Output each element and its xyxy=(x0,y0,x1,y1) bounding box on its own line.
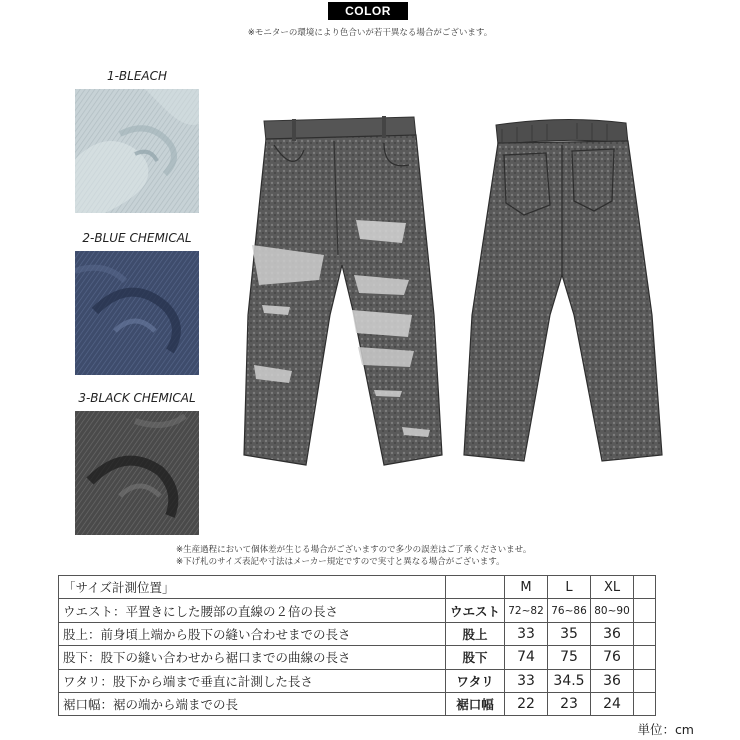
row-value-l: 23 xyxy=(548,692,591,715)
size-header-l: L xyxy=(548,576,591,599)
row-value-m: 33 xyxy=(505,669,548,692)
monitor-note: ※モニターの環境により色合いが若干異なる場合がございます。 xyxy=(247,28,493,38)
row-desc: ウエスト：平置きにした腰部の直線の２倍の長さ xyxy=(59,599,446,622)
row-value-m: 22 xyxy=(505,692,548,715)
size-header-xl: XL xyxy=(591,576,634,599)
table-row xyxy=(59,599,656,622)
table-row xyxy=(59,622,656,645)
row-value-m: 74 xyxy=(505,646,548,669)
color-badge: COLOR xyxy=(328,2,408,20)
size-table-part-header xyxy=(446,576,505,599)
row-part: ワタリ xyxy=(446,669,505,692)
row-value-xl: 36 xyxy=(591,669,634,692)
row-value-m: 33 xyxy=(505,622,548,645)
row-blank xyxy=(634,599,656,622)
size-table-blank-cell xyxy=(634,576,656,599)
swatch-blue-chemical[interactable] xyxy=(75,251,199,375)
row-value-l: 75 xyxy=(548,646,591,669)
row-desc: ワタリ：股下から端まで垂直に計測した長さ xyxy=(59,669,446,692)
production-note-2: ※下げ札のサイズ表記や寸法はメーカー規定ですので実寸と異なる場合がございます。 xyxy=(176,557,505,567)
jeans-front-image xyxy=(234,115,449,475)
row-part: 股下 xyxy=(446,646,505,669)
table-row xyxy=(59,669,656,692)
table-row xyxy=(59,692,656,715)
row-value-xl: 80~90 xyxy=(591,599,634,622)
row-value-xl: 76 xyxy=(591,646,634,669)
swatch-black-chemical[interactable] xyxy=(75,411,199,535)
row-part: 裾口幅 xyxy=(446,692,505,715)
size-table-header-row xyxy=(59,576,656,599)
row-part: 股上 xyxy=(446,622,505,645)
size-table-title: 「サイズ計測位置」 xyxy=(59,576,446,599)
swatch-label-black-chemical: 3-BLACK CHEMICAL xyxy=(78,391,196,405)
row-value-m: 72~82 xyxy=(505,599,548,622)
row-desc: 股上：前身頃上端から股下の縫い合わせまでの長さ xyxy=(59,622,446,645)
size-header-m: M xyxy=(505,576,548,599)
row-value-l: 76~86 xyxy=(548,599,591,622)
production-note-1: ※生産過程において個体差が生じる場合がございますので多少の誤差はご了承くださいませ。 xyxy=(176,545,532,555)
row-value-l: 34.5 xyxy=(548,669,591,692)
size-table xyxy=(58,575,656,716)
row-blank xyxy=(634,646,656,669)
swatch-label-bleach: 1-BLEACH xyxy=(106,69,168,83)
unit-note: 単位：cm xyxy=(637,722,694,737)
swatch-label-blue-chemical: 2-BLUE CHEMICAL xyxy=(82,231,192,245)
row-blank xyxy=(634,669,656,692)
row-blank xyxy=(634,692,656,715)
production-notes xyxy=(176,544,531,568)
row-value-xl: 24 xyxy=(591,692,634,715)
table-row xyxy=(59,646,656,669)
row-value-xl: 36 xyxy=(591,622,634,645)
row-desc: 股下：股下の縫い合わせから裾口までの曲線の長さ xyxy=(59,646,446,669)
row-part: ウエスト xyxy=(446,599,505,622)
row-value-l: 35 xyxy=(548,622,591,645)
row-blank xyxy=(634,622,656,645)
row-desc: 裾口幅：裾の端から端までの長 xyxy=(59,692,446,715)
swatch-bleach[interactable] xyxy=(75,89,199,213)
jeans-back-image xyxy=(462,115,667,465)
